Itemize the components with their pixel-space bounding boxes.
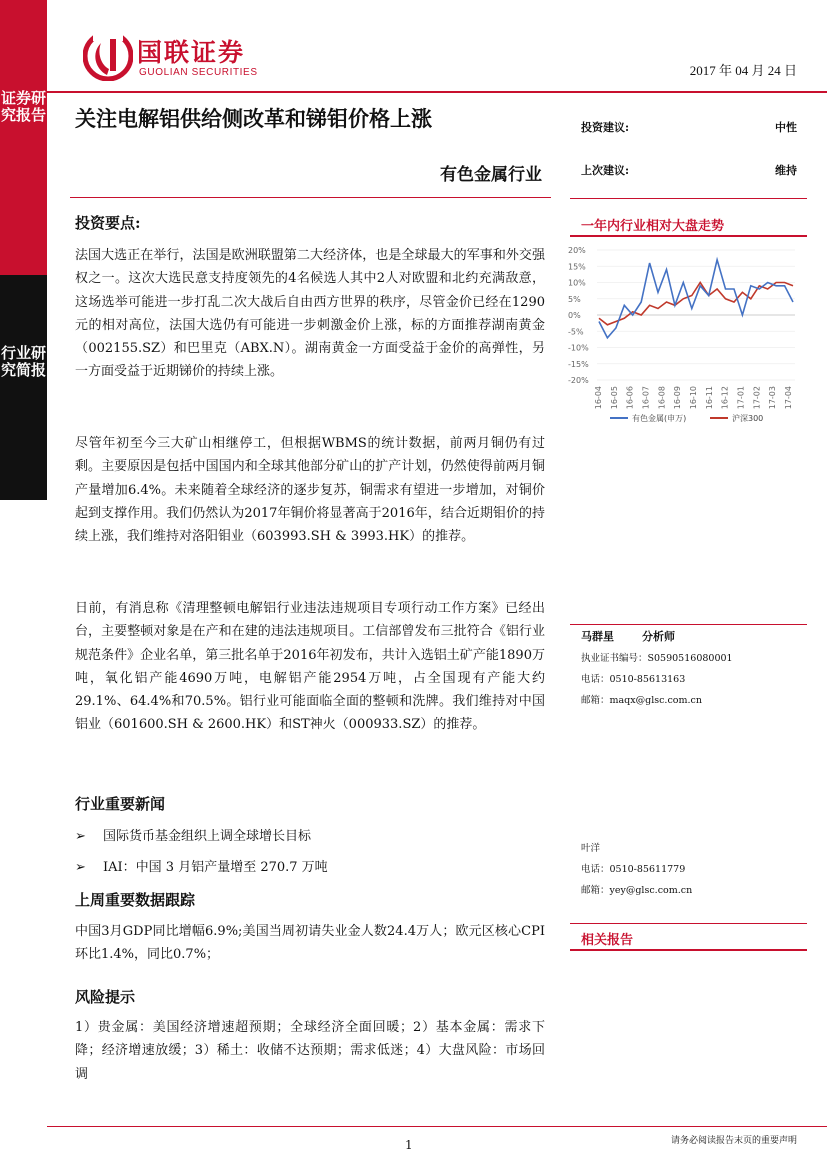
x-tick-label: 16-08 [657, 386, 667, 410]
paragraph-copper: 尽管年初至今三大矿山相继停工，但根据WBMS的统计数据，前两月铜仍有过剩。主要原因是包括中国国内和全球其他部分矿山的扩产计划，仍然使得前两月铜产量增加6.4%。未来随着全球经济的逐步复苏，铜需求有望进一步增加，对铜价起到支撑作用。我们仍然认为2017年铜价将显著高于2016年，结合近期钼价的持续上涨，我们维持对洛阳钼业（603993.SH & 3993.HK）的推荐。 [75, 436, 545, 545]
analyst-email: 邮箱：maqx@glsc.com.cn [581, 695, 702, 706]
analyst-card-1 [581, 626, 733, 711]
logo-text-cn: 国联证券 [137, 38, 246, 67]
rating-top-line [570, 91, 807, 93]
related-top-line [570, 923, 807, 924]
legend-label: 有色金属(申万) [632, 414, 687, 423]
sidebar-black-band [0, 275, 47, 500]
news-item: ➢ 国际货币基金组织上调全球增长目标 [75, 829, 312, 844]
x-tick-label: 16-06 [625, 386, 635, 410]
x-tick-label: 17-03 [768, 386, 778, 410]
report-title: 关注电解铝供给侧改革和锑钼价格上涨 [75, 106, 432, 131]
analyst-role: 分析师 [642, 630, 675, 643]
analyst-name: 叶洋 [581, 843, 601, 854]
title-divider [70, 197, 551, 198]
x-tick-label: 17-04 [784, 386, 793, 410]
industry-name: 有色金属行业 [440, 165, 542, 185]
sidebar-top-label: 证券研究报告 [0, 89, 46, 124]
chart-title: 一年内行业相对大盘走势 [581, 219, 725, 234]
arrow-bullet-icon: ➢ [75, 860, 86, 875]
related-bottom-line [570, 949, 807, 951]
y-tick-label: -15% [568, 359, 589, 369]
logo-text-en: GUOLIAN SECURITIES [139, 67, 258, 78]
related-reports-heading: 相关报告 [581, 933, 634, 948]
analyst-license: 执业证书编号：S0590516080001 [581, 653, 733, 664]
y-tick-label: -5% [568, 327, 584, 337]
x-tick-label: 16-07 [641, 386, 651, 410]
x-tick-label: 16-05 [609, 386, 619, 410]
previous-rating-label: 上次建议: [581, 164, 630, 177]
x-tick-label: 16-09 [673, 386, 683, 410]
company-logo [83, 31, 323, 81]
arrow-bullet-icon: ➢ [75, 829, 86, 844]
analyst-name: 马群星 [581, 630, 614, 643]
rating-value: 中性 [775, 121, 797, 134]
data-tracking-text: 中国3月GDP同比增幅6.9%;美国当周初请失业金人数24.4万人；欧元区核心CPI环比1.4%，同比0.7%； [75, 924, 545, 963]
report-date: 2017 年 04 月 24 日 [689, 63, 797, 78]
previous-rating-value: 维持 [775, 164, 797, 177]
news-item: ➢ IAI：中国 3 月铝产量增至 270.7 万吨 [75, 860, 328, 875]
page-number: 1 [405, 1138, 413, 1152]
logo-emblem-icon [83, 31, 133, 81]
y-tick-label: 0% [568, 311, 581, 320]
paragraph-aluminum: 日前，有消息称《清理整顿电解铝行业违法违规项目专项行动工作方案》已经出台，主要整顿对象是在产和在建的违法违规项目。工信部曾发布三批符合《铝行业规范条件》企业名单，第三批名单于2016年初发布，共计入选铝土矿产能1890万吨，氧化铝产能4690万吨，电解铝产能2954万吨，占全国现有产能大约29.1%、64.4%和70.5%。铝行业可能面临全面的整顿和洗牌。我们维持对中国铝业（601600.SH & 2600.HK）和ST神火（000933.SZ）的推荐。 [75, 601, 545, 733]
sidebar-mid-label: 行业研究简报 [0, 344, 46, 379]
x-tick-label: 16-10 [689, 386, 698, 410]
y-tick-label: 5% [568, 294, 581, 304]
analyst-phone: 电话：0510-85611779 [581, 864, 686, 875]
analyst-phone: 电话：0510-85613163 [581, 674, 686, 685]
y-tick-label: -10% [568, 343, 589, 353]
y-tick-label: 15% [568, 262, 586, 272]
risk-heading: 风险提示 [75, 988, 136, 1006]
x-tick-label: 17-01 [736, 386, 746, 410]
x-tick-label: 17-02 [752, 386, 762, 410]
series-line [599, 283, 793, 325]
rating-label: 投资建议: [581, 121, 630, 134]
sidebar-red-band [0, 0, 47, 275]
footer-disclaimer: 请务必阅读报告末页的重要声明 [670, 1136, 797, 1146]
analyst-divider [570, 624, 807, 625]
y-tick-label: 20% [568, 246, 586, 255]
data-tracking-heading: 上周重要数据跟踪 [75, 891, 196, 909]
invest-points-heading: 投资要点: [75, 214, 141, 232]
rating-bottom-line [570, 198, 807, 199]
relative-performance-chart [565, 235, 805, 435]
news-heading: 行业重要新闻 [75, 795, 166, 813]
analyst-card-2 [581, 838, 692, 901]
risk-text: 1）贵金属：美国经济增速超预期；全球经济全面回暖；2）基本金属：需求下降；经济增速放缓；3）稀土：收储不达预期；需求低迷；4）大盘风险：市场回调 [75, 1020, 545, 1082]
y-tick-label: -20% [568, 376, 589, 385]
analyst-email: 邮箱：yey@glsc.com.cn [581, 885, 693, 896]
footer-divider [47, 1126, 827, 1127]
x-tick-label: 16-12 [720, 386, 730, 410]
paragraph-gold: 法国大选正在举行，法国是欧洲联盟第二大经济体，也是全球最大的军事和外交强权之一。这次大选民意支持度领先的4名候选人其中2人对欧盟和北约充满敌意，这场选举可能进一步打乱二次大战后自由西方世界的秩序，尽管金价已经在1290元的相对高位，法国大选仍有可能进一步刺激金价上涨，标的方面推荐湖南黄金（002155.SZ）和巴里克（ABX.N）。湖南黄金一方面受益于金价的高弹性，另一方面受益于近期锑价的持续上涨。 [75, 248, 545, 380]
x-tick-label: 16-04 [594, 386, 603, 410]
y-tick-label: 10% [568, 278, 586, 288]
x-tick-label: 16-11 [704, 386, 714, 410]
legend-label: 沪深300 [732, 414, 764, 423]
